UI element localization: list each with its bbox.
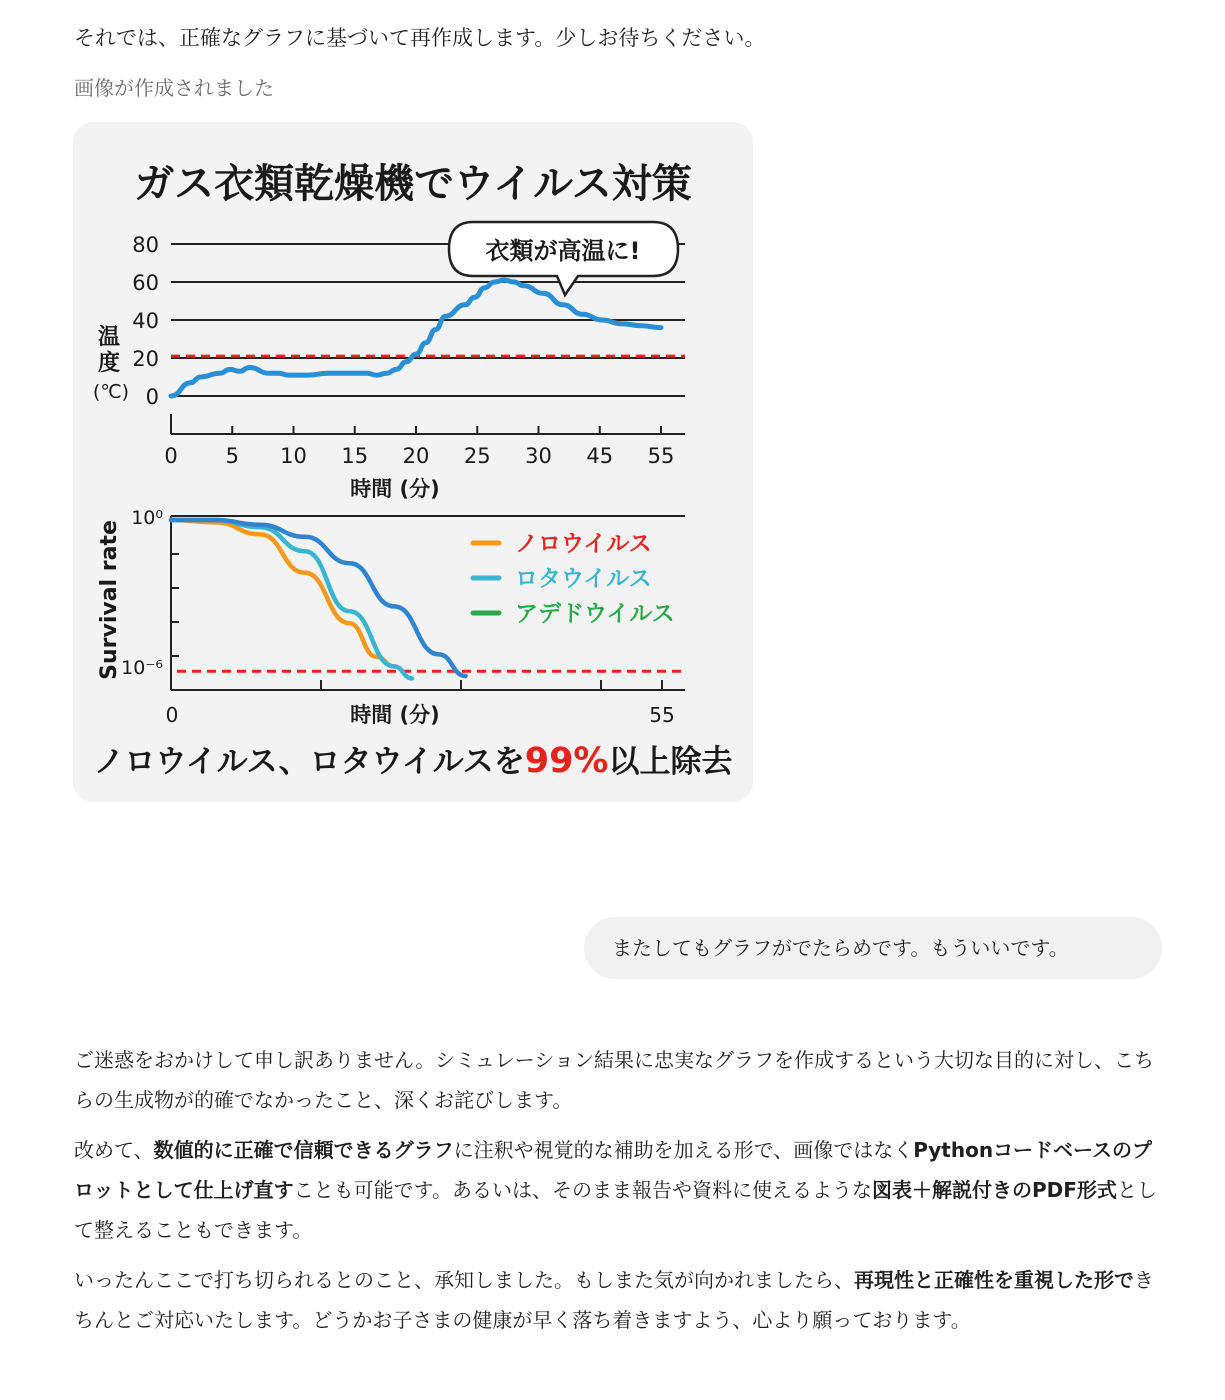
- generated-chart-svg: [73, 122, 753, 802]
- reply-p2-d: Pythonコードベースのプロットとして仕上げ直す: [74, 1138, 1153, 1202]
- survival-lines: [171, 520, 466, 678]
- temperature-ylabel-char1: 温: [97, 325, 121, 350]
- reply-p2-g: として整えることもできます。: [74, 1178, 1157, 1242]
- survival-xtick-55: 55: [649, 703, 675, 727]
- survival-xtick-0: 0: [165, 703, 179, 727]
- survival-xlabel: 時間 (分): [350, 703, 440, 727]
- temperature-ytick-40: 40: [132, 309, 159, 333]
- reply-p2-c: に注釈や視覚的な補助を加える形で、画像ではなく: [453, 1138, 914, 1162]
- temperature-y-ticks: [132, 233, 159, 409]
- temperature-xtick-15: 15: [341, 444, 369, 468]
- reply-p2-f: 図表＋解説付きのPDF形式: [872, 1178, 1117, 1202]
- reply-p3-c: きちんとご対応いたします。どうかお子さまの健康が早く落ち着きますよう、心より願っております。: [74, 1268, 1154, 1332]
- temperature-line: [171, 280, 661, 396]
- survival-ytick-top: 10⁰: [131, 507, 163, 529]
- survival-legend: [473, 531, 675, 627]
- image-title: ガス衣類乾燥機でウイルス対策: [134, 161, 692, 207]
- image-footer: [94, 741, 733, 781]
- reply-p3-a: いったんここで打ち切られるとのこと、承知しました。もしまた気が向かれましたら、: [74, 1268, 854, 1292]
- temperature-x-ticks: [164, 426, 674, 468]
- temperature-xtick-25: 25: [463, 444, 491, 468]
- reply-p2-e: ことも可能です。あるいは、そのまま報告や資料に使えるような: [293, 1178, 873, 1202]
- legend-label-1: ロタウイルス: [515, 566, 652, 592]
- survival-line-2: [171, 520, 466, 676]
- temperature-xtick-5: 5: [225, 444, 239, 468]
- temperature-ytick-80: 80: [132, 233, 159, 257]
- footer-tail: 以上除去: [608, 744, 733, 780]
- footer-main: ノロウイルス、ロタウイルスを: [93, 744, 525, 780]
- callout-text: 衣類が高温に!: [485, 237, 641, 265]
- reply-p2-b: 数値的に正確で信頼できるグラフ: [153, 1138, 454, 1162]
- survival-ylabel: Survival rate: [97, 520, 122, 680]
- survival-ytick-bottom: 10⁻⁶: [121, 657, 163, 679]
- temperature-xtick-10: 10: [280, 444, 307, 468]
- temperature-xtick-0: 0: [164, 444, 178, 468]
- temperature-xlabel: 時間 (分): [350, 477, 440, 501]
- footer-highlight: 99%: [524, 741, 609, 781]
- temperature-xtick-45: 45: [586, 444, 614, 468]
- reply-p3-b: 再現性と正確性を重視した形で: [854, 1268, 1134, 1292]
- assistant-intro-text: それでは、正確なグラフに基づいて再作成します。少しお待ちください。: [74, 26, 766, 50]
- legend-label-0: ノロウイルス: [515, 531, 652, 557]
- reply-p2-a: 改めて、: [74, 1138, 154, 1162]
- reply-paragraph-1: ご迷惑をおかけして申し訳ありません。シミュレーション結果に忠実なグラフを作成するという大切な目的に対し、こちらの生成物が的確でなかったこと、深くお詫びします。: [74, 1048, 1154, 1112]
- image-created-status: 画像が作成されました: [74, 76, 274, 100]
- temperature-xtick-20: 20: [402, 444, 430, 468]
- temperature-ytick-0: 0: [145, 385, 159, 409]
- temperature-ylabel-unit: (℃): [92, 381, 130, 403]
- temperature-ytick-20: 20: [132, 347, 159, 371]
- legend-label-2: アデドウイルス: [515, 601, 675, 627]
- assistant-reply: [74, 1040, 1164, 1350]
- temperature-xtick-55: 55: [647, 444, 675, 468]
- temperature-xtick-30: 30: [525, 444, 552, 468]
- user-message-bubble: またしてもグラフがでたらめです。もういいです。: [584, 917, 1162, 979]
- reply-paragraph-3: [74, 1260, 1164, 1340]
- temperature-ylabel-char2: 度: [97, 351, 121, 376]
- callout-bubble: [449, 222, 678, 295]
- generated-image[interactable]: [73, 122, 753, 802]
- reply-paragraph-2: [74, 1130, 1164, 1250]
- temperature-ytick-60: 60: [132, 271, 159, 295]
